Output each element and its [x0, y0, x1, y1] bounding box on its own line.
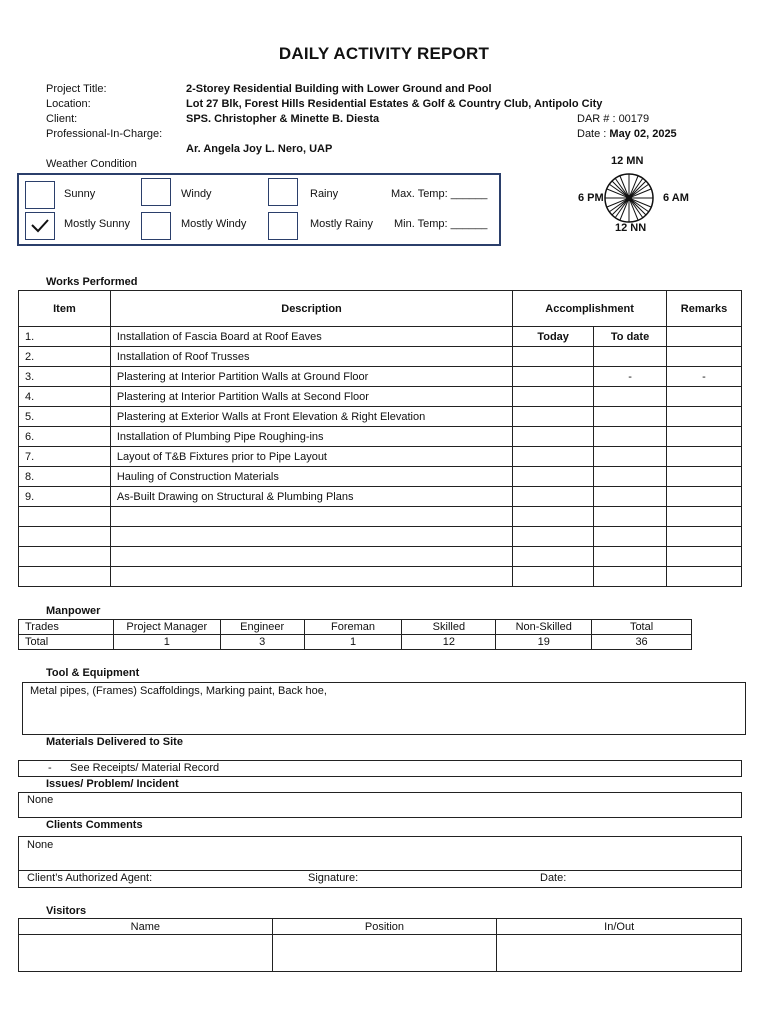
weather-checkbox-windy[interactable]	[141, 178, 171, 206]
works-row	[19, 387, 742, 407]
works-row	[19, 367, 742, 387]
clock-label-right: 6 AM	[663, 192, 689, 204]
tools-section-label: Tool & Equipment	[46, 667, 140, 679]
pic-label: Professional-In-Charge:	[46, 128, 163, 140]
visitors-table	[18, 918, 742, 972]
weather-option-label: Mostly Rainy	[310, 218, 373, 230]
works-cell-to-date[interactable]	[594, 567, 667, 587]
works-section-label: Works Performed	[46, 276, 138, 288]
weather-option-label: Mostly Windy	[181, 218, 247, 230]
works-row	[19, 507, 742, 527]
weather-option-label: Mostly Sunny	[64, 218, 131, 230]
works-cell-to-date[interactable]	[594, 487, 667, 507]
works-cell-today[interactable]	[513, 567, 594, 587]
works-row	[19, 347, 742, 367]
works-cell-remarks[interactable]	[667, 507, 742, 527]
works-cell-remarks[interactable]	[667, 347, 742, 367]
project-title-value: 2-Storey Residential Building with Lower Ground and Pool	[186, 83, 492, 95]
client-value: SPS. Christopher & Minette B. Diesta	[186, 113, 380, 125]
max-temp: Max. Temp: ______	[391, 188, 488, 200]
works-cell-item[interactable]	[19, 507, 111, 527]
dar-number: DAR # : 00179	[577, 113, 650, 125]
materials-section-label: Materials Delivered to Site	[46, 736, 183, 748]
works-cell-to-date[interactable]	[594, 467, 667, 487]
location-label: Location:	[46, 98, 91, 110]
works-cell-remarks[interactable]	[667, 387, 742, 407]
visitors-header-inout: In/Out	[497, 919, 742, 935]
manpower-value-cell: Total	[19, 635, 114, 650]
comments-date-label: Date:	[540, 872, 567, 884]
visitor-inout-cell[interactable]	[497, 935, 742, 972]
works-cell-remarks[interactable]	[667, 427, 742, 447]
checkmark-icon	[26, 213, 53, 238]
manpower-header-cell: Engineer	[220, 620, 304, 635]
works-row	[19, 447, 742, 467]
manpower-value-cell[interactable]: 12	[402, 635, 496, 650]
works-cell-remarks[interactable]	[667, 547, 742, 567]
works-cell-today[interactable]	[513, 487, 594, 507]
works-cell-today[interactable]	[513, 447, 594, 467]
works-cell-to-date[interactable]	[594, 547, 667, 567]
works-cell-to-date[interactable]	[594, 407, 667, 427]
works-table	[18, 290, 742, 587]
clock-label-left: 6 PM	[578, 192, 604, 204]
works-row	[19, 527, 742, 547]
manpower-header-cell: Non-Skilled	[496, 620, 592, 635]
manpower-section-label: Manpower	[46, 605, 101, 617]
works-cell-item[interactable]: 4.	[19, 387, 111, 407]
clock-dial-icon	[602, 171, 656, 225]
visitors-header-position: Position	[272, 919, 497, 935]
weather-checkbox-rainy[interactable]	[268, 178, 298, 206]
tools-text: Metal pipes, (Frames) Scaffoldings, Marking paint, Back hoe,	[30, 685, 327, 697]
clock-label-bottom: 12 NN	[615, 222, 647, 234]
works-cell-item[interactable]	[19, 547, 111, 567]
works-cell-item[interactable]: 6.	[19, 427, 111, 447]
weather-checkbox-mostly-rainy[interactable]	[268, 212, 298, 240]
manpower-header-cell: Skilled	[402, 620, 496, 635]
works-cell-item[interactable]: 5.	[19, 407, 111, 427]
project-title-label: Project Title:	[46, 83, 107, 95]
materials-box	[18, 760, 742, 777]
manpower-row	[19, 620, 692, 635]
weather-box	[17, 173, 501, 246]
works-cell-description[interactable]: As-Built Drawing on Structural & Plumbing Plans	[110, 487, 512, 507]
manpower-value-cell[interactable]: 1	[304, 635, 402, 650]
works-cell-today[interactable]	[513, 407, 594, 427]
comments-section-label: Clients Comments	[46, 819, 143, 831]
works-cell-today[interactable]	[513, 507, 594, 527]
manpower-table	[18, 619, 692, 650]
works-cell-remarks[interactable]	[667, 407, 742, 427]
weather-checkbox-sunny[interactable]	[25, 181, 55, 209]
visitors-header-name: Name	[19, 919, 273, 935]
works-cell-remarks[interactable]	[667, 467, 742, 487]
visitor-name-cell[interactable]	[19, 935, 273, 972]
signature-label: Signature:	[308, 872, 359, 884]
works-cell-description[interactable]: Plastering at Interior Partition Walls at Second Floor	[110, 387, 512, 407]
comments-text: None	[27, 839, 54, 851]
manpower-value-cell[interactable]: 3	[220, 635, 304, 650]
works-cell-description[interactable]	[110, 507, 512, 527]
works-cell-to-date[interactable]	[594, 447, 667, 467]
weather-checkbox-mostly-sunny[interactable]	[25, 212, 55, 240]
works-header-item: Item	[19, 291, 111, 327]
tools-box	[22, 682, 746, 735]
works-cell-description[interactable]: Installation of Plumbing Pipe Roughing-ins	[110, 427, 512, 447]
works-cell-to-date[interactable]	[594, 527, 667, 547]
manpower-header-cell: Trades	[19, 620, 114, 635]
works-cell-remarks[interactable]	[667, 327, 742, 347]
issues-text: None	[27, 794, 54, 806]
report-date: Date : May 02, 2025	[577, 128, 677, 140]
works-cell-today[interactable]	[513, 367, 594, 387]
weather-option-label: Rainy	[310, 188, 339, 200]
works-cell-description[interactable]: Installation of Roof Trusses	[110, 347, 512, 367]
issues-section-label: Issues/ Problem/ Incident	[46, 778, 179, 790]
visitors-section-label: Visitors	[46, 905, 87, 917]
works-cell-description[interactable]: Plastering at Exterior Walls at Front Elevation & Right Elevation	[110, 407, 512, 427]
works-cell-today[interactable]	[513, 427, 594, 447]
works-cell-description[interactable]	[110, 527, 512, 547]
works-cell-description[interactable]: Layout of T&B Fixtures prior to Pipe Layout	[110, 447, 512, 467]
manpower-header-cell: Total	[592, 620, 692, 635]
works-row	[19, 407, 742, 427]
works-cell-remarks[interactable]	[667, 527, 742, 547]
manpower-value-cell[interactable]: 19	[496, 635, 592, 650]
works-cell-to-date[interactable]: -	[594, 367, 667, 387]
works-cell-item[interactable]	[19, 527, 111, 547]
works-row	[19, 567, 742, 587]
agent-label: Client’s Authorized Agent:	[27, 872, 153, 884]
works-header-remarks: Remarks	[667, 291, 742, 327]
works-cell-today[interactable]	[513, 467, 594, 487]
works-cell-remarks[interactable]	[667, 567, 742, 587]
works-cell-today[interactable]	[513, 387, 594, 407]
works-cell-item[interactable]	[19, 567, 111, 587]
works-cell-description[interactable]: Plastering at Interior Partition Walls at Ground Floor	[110, 367, 512, 387]
works-cell-to-date[interactable]	[594, 347, 667, 367]
page-title: DAILY ACTIVITY REPORT	[278, 44, 490, 63]
works-header-accomplishment: Accomplishment	[513, 291, 667, 327]
works-cell-today[interactable]: Today	[513, 327, 594, 347]
manpower-value-cell[interactable]: 36	[592, 635, 692, 650]
works-cell-item[interactable]: 1.	[19, 327, 111, 347]
client-label: Client:	[46, 113, 78, 125]
works-row	[19, 487, 742, 507]
works-cell-remarks[interactable]	[667, 447, 742, 467]
works-cell-item[interactable]: 7.	[19, 447, 111, 467]
works-cell-to-date[interactable]: To date	[594, 327, 667, 347]
manpower-header-cell: Foreman	[304, 620, 402, 635]
works-cell-description[interactable]: Installation of Fascia Board at Roof Eaves	[110, 327, 512, 347]
location-value: Lot 27 Blk, Forest Hills Residential Estates & Golf & Country Club, Antipolo City	[186, 98, 603, 110]
works-cell-to-date[interactable]	[594, 387, 667, 407]
works-cell-remarks[interactable]	[667, 487, 742, 507]
comments-box	[18, 836, 742, 888]
works-cell-remarks[interactable]: -	[667, 367, 742, 387]
works-cell-today[interactable]	[513, 547, 594, 567]
issues-box	[18, 792, 742, 818]
min-temp: Min. Temp: ______	[394, 218, 488, 230]
clock-label-top: 12 MN	[611, 155, 644, 167]
works-cell-item[interactable]: 2.	[19, 347, 111, 367]
works-cell-today[interactable]	[513, 347, 594, 367]
works-cell-item[interactable]: 3.	[19, 367, 111, 387]
manpower-header-cell: Project Manager	[113, 620, 220, 635]
works-cell-item[interactable]: 9.	[19, 487, 111, 507]
works-cell-description[interactable]	[110, 547, 512, 567]
weather-label: Weather Condition	[46, 158, 137, 170]
manpower-value-cell[interactable]: 1	[113, 635, 220, 650]
manpower-row	[19, 635, 692, 650]
works-cell-to-date[interactable]	[594, 507, 667, 527]
works-row	[19, 327, 742, 347]
pic-value: Ar. Angela Joy L. Nero, UAP	[186, 143, 333, 155]
works-row	[19, 427, 742, 447]
weather-option-label: Windy	[181, 188, 212, 200]
works-cell-description[interactable]	[110, 567, 512, 587]
comments-divider	[19, 870, 741, 871]
works-row	[19, 467, 742, 487]
works-cell-item[interactable]: 8.	[19, 467, 111, 487]
weather-option-label: Sunny	[64, 188, 96, 200]
visitor-position-cell[interactable]	[272, 935, 497, 972]
weather-checkbox-mostly-windy[interactable]	[141, 212, 171, 240]
works-cell-description[interactable]: Hauling of Construction Materials	[110, 467, 512, 487]
works-header-description: Description	[110, 291, 512, 327]
works-row	[19, 547, 742, 567]
works-cell-to-date[interactable]	[594, 427, 667, 447]
materials-text: - See Receipts/ Material Record	[48, 762, 220, 774]
works-cell-today[interactable]	[513, 527, 594, 547]
